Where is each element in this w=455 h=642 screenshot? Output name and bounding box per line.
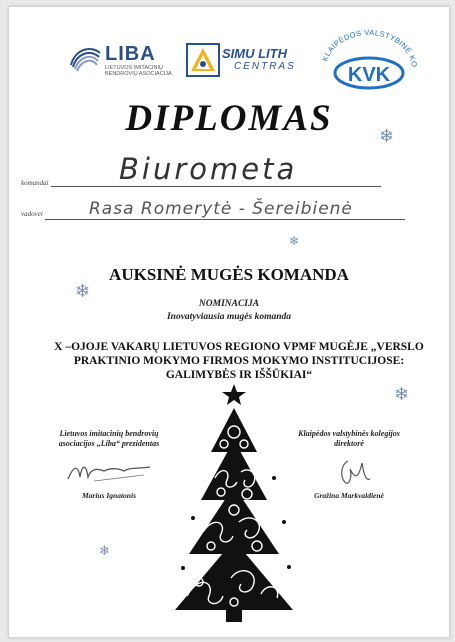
event-line-2: PRAKTINIO MOKYMO FIRMOS MOKYMO INSTITUCIJOSE:: [73, 355, 405, 367]
kvk-letters: KVK: [347, 64, 391, 86]
liba-logo: [67, 41, 182, 83]
event-description: [44, 340, 434, 382]
leader-label: vadovei: [21, 210, 43, 218]
simulith-line2: CENTRAS: [234, 61, 296, 72]
liba-wordmark: LIBA: [105, 43, 156, 65]
snowflake-icon: ❄: [289, 234, 300, 248]
simulith-emblem-icon: [186, 43, 220, 77]
left-signer-role-1: Lietuvos imitacinių bendrovių: [59, 429, 159, 438]
award-title: AUKSINĖ MUGĖS KOMANDA: [109, 265, 349, 284]
diploma-title: DIPLOMAS: [125, 98, 333, 139]
team-label: komandai: [21, 179, 49, 187]
leader-line: [45, 219, 405, 220]
team-line: [51, 186, 381, 187]
left-signer-name: Marius Ignatonis: [82, 491, 136, 500]
simulith-logo: [186, 43, 304, 83]
snowflake-icon: ❄: [75, 281, 91, 301]
event-line-1: X –OJOJE VAKARŲ LIETUVOS REGIONO VPMF MUGĖJE „VERSLO: [54, 341, 424, 353]
left-signature-block: [39, 429, 179, 449]
nomination-label: NOMINACIJA: [198, 299, 260, 309]
simulith-line1: SIMU LITH: [222, 46, 287, 61]
christmas-tree-icon: [169, 382, 299, 627]
right-signer-name: Gražina Markvaldienė: [314, 491, 384, 500]
kvk-arc-text: KLAIPĖDOS VALSTYBINĖ KO: [320, 27, 420, 68]
team-name: Biurometa: [119, 152, 298, 186]
nomination-value: Inovatyviausia mugės komanda: [166, 312, 292, 322]
right-signer-role-1: Klaipėdos valstybinės kolegijos: [298, 429, 400, 438]
snowflake-icon: ❄: [394, 384, 410, 404]
snowflake-icon: ❄: [379, 126, 395, 146]
right-signature-icon: [334, 455, 374, 489]
snowflake-icon: ❄: [99, 543, 110, 558]
leader-name: Rasa Romerytė - Šereibienė: [89, 199, 353, 219]
kvk-logo: [314, 25, 424, 97]
liba-subtitle: LIETUVOS IMITACINIŲ BENDROVIŲ ASOCIACIJA: [105, 65, 172, 77]
left-signature-icon: [64, 457, 154, 487]
right-signer-role-2: direktorė: [334, 439, 364, 448]
diploma-page: [8, 6, 450, 638]
right-signature-block: [279, 429, 419, 449]
left-signer-role-2: asociacijos „Liba“ prezidentas: [58, 439, 160, 448]
event-line-3: GALIMYBĖS IR IŠŠŪKIAI“: [165, 369, 313, 381]
liba-emblem-icon: [67, 43, 103, 73]
